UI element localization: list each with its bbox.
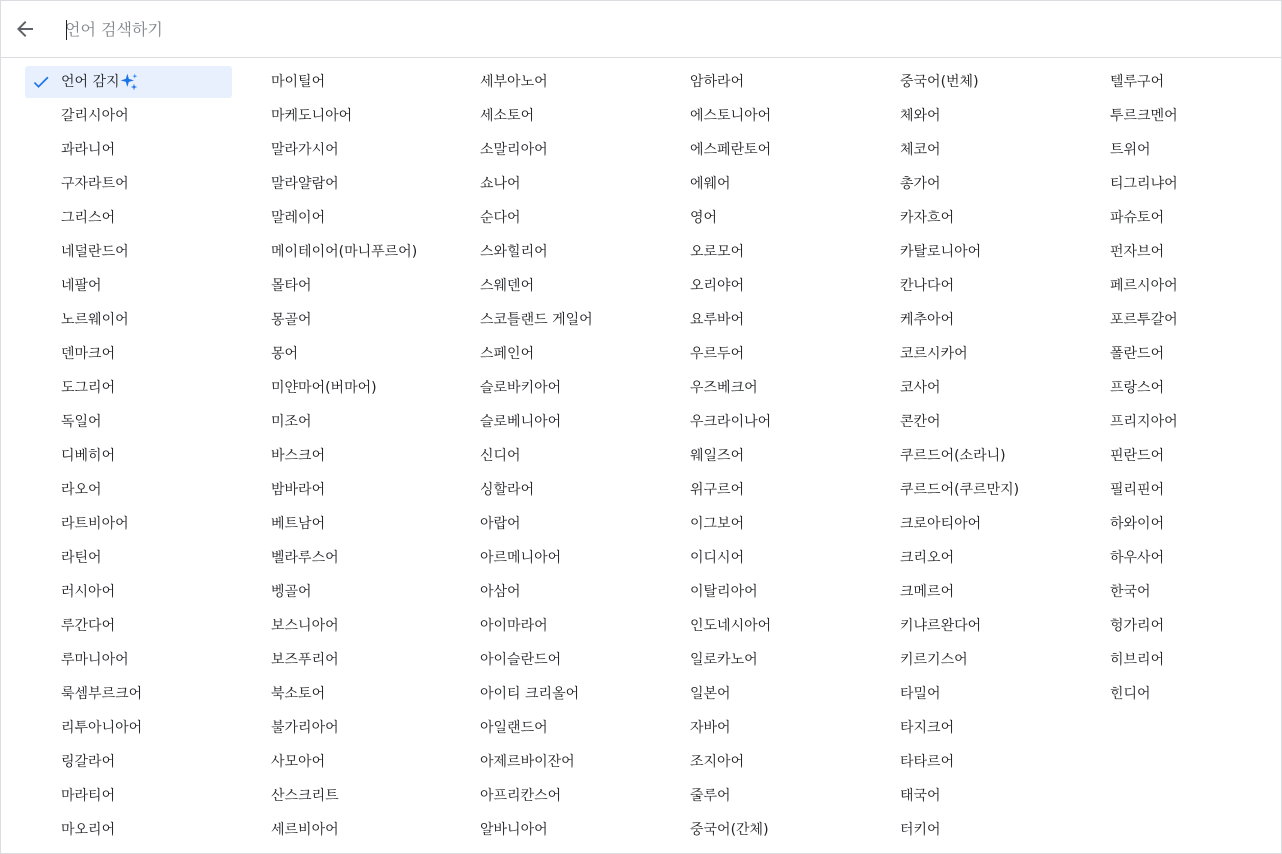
language-label: 도그리어	[61, 380, 116, 396]
language-option[interactable]	[235, 508, 442, 540]
language-label: 프리지아어	[1110, 414, 1178, 430]
language-label: 케추아어	[900, 312, 955, 328]
language-label: 오리야어	[690, 278, 745, 294]
language-option[interactable]	[864, 202, 1071, 234]
language-option[interactable]	[654, 508, 861, 540]
language-option[interactable]	[235, 474, 442, 506]
language-label: 보스니아어	[271, 618, 339, 634]
language-option[interactable]	[864, 168, 1071, 200]
language-label: 싱할라어	[480, 482, 535, 498]
language-label: 텔루구어	[1110, 74, 1165, 90]
language-option[interactable]	[654, 168, 861, 200]
language-label: 쿠르드어(쿠르만지)	[900, 482, 1020, 498]
language-option[interactable]	[25, 746, 232, 778]
language-option[interactable]	[654, 814, 861, 846]
language-label: 라오어	[61, 482, 102, 498]
language-label: 미얀마어(버마어)	[271, 380, 377, 396]
language-label: 세소토어	[480, 108, 535, 124]
language-label: 타타르어	[900, 754, 955, 770]
language-option[interactable]	[235, 644, 442, 676]
language-option[interactable]	[235, 168, 442, 200]
language-label: 프랑스어	[1110, 380, 1165, 396]
language-label: 디베히어	[61, 448, 116, 464]
language-option[interactable]	[444, 134, 651, 166]
language-label: 줄루어	[690, 788, 731, 804]
language-label: 사모아어	[271, 754, 326, 770]
language-option[interactable]	[235, 100, 442, 132]
language-option[interactable]	[444, 780, 651, 812]
language-label: 하와이어	[1110, 516, 1165, 532]
language-option[interactable]	[444, 508, 651, 540]
language-option[interactable]	[1074, 440, 1281, 472]
language-option[interactable]	[444, 746, 651, 778]
language-option[interactable]	[864, 134, 1071, 166]
language-label: 자바어	[690, 720, 731, 736]
language-option[interactable]	[654, 610, 861, 642]
language-option[interactable]	[1074, 100, 1281, 132]
language-label: 힌디어	[1110, 686, 1151, 702]
language-option[interactable]	[25, 338, 232, 370]
language-label: 아이슬란드어	[480, 652, 562, 668]
language-label: 덴마크어	[61, 346, 116, 362]
language-option[interactable]	[1074, 66, 1281, 98]
language-label: 독일어	[61, 414, 102, 430]
language-option[interactable]	[654, 746, 861, 778]
language-label: 링갈라어	[61, 754, 116, 770]
language-label: 신디어	[480, 448, 521, 464]
language-option[interactable]	[864, 746, 1071, 778]
language-option[interactable]	[1074, 236, 1281, 268]
language-label: 우르두어	[690, 346, 745, 362]
language-label: 마라티어	[61, 788, 116, 804]
language-option[interactable]	[654, 304, 861, 336]
language-option[interactable]	[654, 644, 861, 676]
language-option[interactable]	[235, 270, 442, 302]
language-option[interactable]	[864, 406, 1071, 438]
language-option[interactable]	[864, 542, 1071, 574]
language-option[interactable]	[444, 202, 651, 234]
language-list	[25, 66, 1261, 848]
language-label: 벨라루스어	[271, 550, 339, 566]
language-label: 타지크어	[900, 720, 955, 736]
language-option[interactable]	[235, 780, 442, 812]
language-label: 순다어	[480, 210, 521, 226]
language-option[interactable]	[1074, 372, 1281, 404]
language-option[interactable]	[25, 644, 232, 676]
language-label: 하우사어	[1110, 550, 1165, 566]
language-label: 밤바라어	[271, 482, 326, 498]
language-option[interactable]	[25, 712, 232, 744]
language-label: 크리오어	[900, 550, 955, 566]
language-label: 이탈리아어	[690, 584, 758, 600]
language-option[interactable]	[864, 474, 1071, 506]
language-option[interactable]	[864, 338, 1071, 370]
language-option[interactable]	[1074, 270, 1281, 302]
language-label: 몰타어	[271, 278, 312, 294]
language-option[interactable]	[25, 678, 232, 710]
language-option[interactable]	[235, 372, 442, 404]
language-label: 파슈토어	[1110, 210, 1165, 226]
language-option[interactable]	[1074, 508, 1281, 540]
language-label: 그리스어	[61, 210, 116, 226]
language-label: 영어	[690, 210, 718, 226]
language-label: 말레이어	[271, 210, 326, 226]
arrow-back-icon	[13, 17, 37, 41]
language-option[interactable]	[444, 338, 651, 370]
language-label: 라트비아어	[61, 516, 129, 532]
language-option[interactable]	[235, 440, 442, 472]
language-label: 아이마라어	[480, 618, 548, 634]
language-option[interactable]	[1074, 202, 1281, 234]
language-label: 페르시아어	[1110, 278, 1178, 294]
language-label: 카탈로니아어	[900, 244, 982, 260]
language-option[interactable]	[1074, 134, 1281, 166]
language-option[interactable]	[1074, 406, 1281, 438]
language-option[interactable]	[444, 372, 651, 404]
language-label: 몽어	[271, 346, 299, 362]
language-option[interactable]	[1074, 338, 1281, 370]
language-option[interactable]	[654, 440, 861, 472]
language-label: 쇼나어	[480, 176, 521, 192]
language-option[interactable]	[444, 542, 651, 574]
language-label: 마오리어	[61, 822, 116, 838]
language-option[interactable]	[25, 406, 232, 438]
language-option[interactable]	[444, 304, 651, 336]
language-option[interactable]	[1074, 474, 1281, 506]
language-option[interactable]	[235, 610, 442, 642]
language-option[interactable]	[235, 134, 442, 166]
language-label: 말라얄람어	[271, 176, 339, 192]
language-option[interactable]	[235, 576, 442, 608]
language-option[interactable]	[1074, 644, 1281, 676]
language-label: 조지아어	[690, 754, 745, 770]
language-label: 아르메니아어	[480, 550, 562, 566]
language-option[interactable]	[444, 270, 651, 302]
language-option[interactable]	[235, 66, 442, 98]
language-label: 슬로베니아어	[480, 414, 562, 430]
language-option[interactable]	[654, 134, 861, 166]
language-option[interactable]	[235, 338, 442, 370]
language-option[interactable]	[864, 270, 1071, 302]
language-option-detect[interactable]	[25, 66, 232, 98]
language-label: 중국어(간체)	[690, 822, 769, 838]
language-option[interactable]	[1074, 610, 1281, 642]
language-option[interactable]	[444, 66, 651, 98]
language-label: 갈리시아어	[61, 108, 129, 124]
language-label: 아삼어	[480, 584, 521, 600]
language-option[interactable]	[444, 610, 651, 642]
language-option[interactable]	[25, 202, 232, 234]
language-label: 과라니어	[61, 142, 116, 158]
language-option[interactable]	[864, 780, 1071, 812]
language-label: 필리핀어	[1110, 482, 1165, 498]
language-label: 아제르바이잔어	[480, 754, 575, 770]
language-label: 네팔어	[61, 278, 102, 294]
language-label: 체와어	[900, 108, 941, 124]
language-option[interactable]	[444, 644, 651, 676]
language-label: 네덜란드어	[61, 244, 129, 260]
language-label: 소말리아어	[480, 142, 548, 158]
check-icon	[31, 72, 51, 92]
language-label: 타밀어	[900, 686, 941, 702]
language-option[interactable]	[864, 100, 1071, 132]
language-option[interactable]	[235, 678, 442, 710]
language-option[interactable]	[444, 814, 651, 846]
language-option[interactable]	[25, 236, 232, 268]
language-option[interactable]	[235, 406, 442, 438]
language-label: 북소토어	[271, 686, 326, 702]
language-option[interactable]	[444, 406, 651, 438]
language-option[interactable]	[1074, 304, 1281, 336]
language-label: 보즈푸리어	[271, 652, 339, 668]
language-label: 세부아노어	[480, 74, 548, 90]
language-option[interactable]	[864, 814, 1071, 846]
language-option[interactable]	[864, 66, 1071, 98]
language-label: 말라가시어	[271, 142, 339, 158]
language-label: 투르크멘어	[1110, 108, 1178, 124]
language-option[interactable]	[1074, 542, 1281, 574]
language-label: 웨일즈어	[690, 448, 745, 464]
language-label: 우즈베크어	[690, 380, 758, 396]
language-option[interactable]	[25, 168, 232, 200]
language-label: 헝가리어	[1110, 618, 1165, 634]
language-option[interactable]	[235, 304, 442, 336]
language-option[interactable]	[864, 576, 1071, 608]
language-option[interactable]	[654, 236, 861, 268]
language-label: 리투아니아어	[61, 720, 143, 736]
language-label: 슬로바키아어	[480, 380, 562, 396]
language-label: 불가리아어	[271, 720, 339, 736]
language-label: 베트남어	[271, 516, 326, 532]
language-label: 바스크어	[271, 448, 326, 464]
language-option[interactable]	[235, 712, 442, 744]
language-search-input[interactable]	[65, 15, 1245, 43]
language-label: 라틴어	[61, 550, 102, 566]
language-option[interactable]	[444, 576, 651, 608]
language-label: 오로모어	[690, 244, 745, 260]
language-option[interactable]	[444, 440, 651, 472]
language-label: 펀자브어	[1110, 244, 1165, 260]
language-option[interactable]	[25, 100, 232, 132]
language-label: 알바니아어	[480, 822, 548, 838]
language-label: 스페인어	[480, 346, 535, 362]
language-label: 아프리칸스어	[480, 788, 562, 804]
language-label: 아랍어	[480, 516, 521, 532]
language-label: 이그보어	[690, 516, 745, 532]
language-option[interactable]	[25, 610, 232, 642]
language-option[interactable]	[235, 236, 442, 268]
language-option[interactable]	[654, 576, 861, 608]
language-label: 언어 감지	[61, 74, 120, 90]
language-label: 에스페란토어	[690, 142, 772, 158]
language-option[interactable]	[444, 236, 651, 268]
language-option[interactable]	[654, 712, 861, 744]
language-option[interactable]	[444, 168, 651, 200]
language-label: 쿠르드어(소라니)	[900, 448, 1006, 464]
language-label: 룩셈부르크어	[61, 686, 143, 702]
language-label: 요루바어	[690, 312, 745, 328]
language-label: 산스크리트	[271, 788, 339, 804]
language-option[interactable]	[1074, 168, 1281, 200]
language-option[interactable]	[25, 780, 232, 812]
language-label: 스코틀랜드 게일어	[480, 312, 593, 328]
language-option[interactable]	[654, 542, 861, 574]
language-option[interactable]	[654, 372, 861, 404]
language-label: 티그리냐어	[1110, 176, 1178, 192]
language-label: 러시아어	[61, 584, 116, 600]
language-label: 메이테이어(마니푸르어)	[271, 244, 418, 260]
language-option[interactable]	[25, 508, 232, 540]
language-label: 콘칸어	[900, 414, 941, 430]
language-label: 트위어	[1110, 142, 1151, 158]
language-option[interactable]	[1074, 576, 1281, 608]
language-label: 미조어	[271, 414, 312, 430]
language-option[interactable]	[25, 270, 232, 302]
language-label: 마케도니아어	[271, 108, 353, 124]
language-label: 한국어	[1110, 584, 1151, 600]
language-option[interactable]	[654, 780, 861, 812]
language-label: 일로카노어	[690, 652, 758, 668]
language-option[interactable]	[25, 576, 232, 608]
language-label: 세르비아어	[271, 822, 339, 838]
language-label: 총가어	[900, 176, 941, 192]
language-label: 노르웨이어	[61, 312, 129, 328]
language-label: 키냐르완다어	[900, 618, 982, 634]
language-label: 암하라어	[690, 74, 745, 90]
language-label: 구자라트어	[61, 176, 129, 192]
language-option[interactable]	[25, 440, 232, 472]
language-option[interactable]	[864, 440, 1071, 472]
language-label: 터키어	[900, 822, 941, 838]
language-option[interactable]	[654, 678, 861, 710]
language-label: 스웨덴어	[480, 278, 535, 294]
language-option[interactable]	[444, 712, 651, 744]
language-label: 크메르어	[900, 584, 955, 600]
language-option[interactable]	[654, 100, 861, 132]
language-label: 포르투갈어	[1110, 312, 1178, 328]
language-label: 위구르어	[690, 482, 745, 498]
language-label: 카자흐어	[900, 210, 955, 226]
language-label: 일본어	[690, 686, 731, 702]
language-option[interactable]	[1074, 678, 1281, 710]
language-option[interactable]	[25, 134, 232, 166]
language-label: 체코어	[900, 142, 941, 158]
language-option[interactable]	[25, 304, 232, 336]
language-option[interactable]	[25, 372, 232, 404]
language-label: 루마니아어	[61, 652, 129, 668]
language-label: 인도네시아어	[690, 618, 772, 634]
language-label: 마이틸어	[271, 74, 326, 90]
language-label: 히브리어	[1110, 652, 1165, 668]
language-option[interactable]	[654, 338, 861, 370]
text-cursor	[66, 20, 67, 40]
language-option[interactable]	[654, 66, 861, 98]
language-label: 태국어	[900, 788, 941, 804]
language-label: 코사어	[900, 380, 941, 396]
language-option[interactable]	[25, 474, 232, 506]
language-option[interactable]	[864, 508, 1071, 540]
language-label: 에웨어	[690, 176, 731, 192]
language-option[interactable]	[235, 202, 442, 234]
language-label: 우크라이나어	[690, 414, 772, 430]
language-label: 에스토니아어	[690, 108, 772, 124]
language-label: 루간다어	[61, 618, 116, 634]
language-option[interactable]	[235, 746, 442, 778]
language-option[interactable]	[654, 270, 861, 302]
language-option[interactable]	[864, 304, 1071, 336]
language-label: 핀란드어	[1110, 448, 1165, 464]
language-option[interactable]	[444, 100, 651, 132]
language-search-bar	[1, 1, 1281, 58]
language-option[interactable]	[864, 372, 1071, 404]
language-label: 폴란드어	[1110, 346, 1165, 362]
back-button[interactable]	[7, 11, 43, 47]
language-label: 아일랜드어	[480, 720, 548, 736]
language-option[interactable]	[654, 474, 861, 506]
language-label: 칸나다어	[900, 278, 955, 294]
language-label: 키르기스어	[900, 652, 968, 668]
language-option[interactable]	[25, 814, 232, 846]
language-option[interactable]	[864, 678, 1071, 710]
language-label: 아이티 크리올어	[480, 686, 580, 702]
language-label: 이디시어	[690, 550, 745, 566]
language-label: 코르시카어	[900, 346, 968, 362]
language-label: 크로아티아어	[900, 516, 982, 532]
sparkle-icon	[119, 72, 139, 92]
language-option[interactable]	[654, 202, 861, 234]
language-label: 벵골어	[271, 584, 312, 600]
language-option[interactable]	[444, 678, 651, 710]
language-option[interactable]	[864, 644, 1071, 676]
language-option[interactable]	[444, 474, 651, 506]
language-label: 스와힐리어	[480, 244, 548, 260]
language-option[interactable]	[25, 542, 232, 574]
language-option[interactable]	[864, 610, 1071, 642]
language-option[interactable]	[654, 406, 861, 438]
language-option[interactable]	[864, 236, 1071, 268]
language-option[interactable]	[864, 712, 1071, 744]
language-label: 중국어(번체)	[900, 74, 979, 90]
language-option[interactable]	[235, 814, 442, 846]
language-label: 몽골어	[271, 312, 312, 328]
language-option[interactable]	[235, 542, 442, 574]
